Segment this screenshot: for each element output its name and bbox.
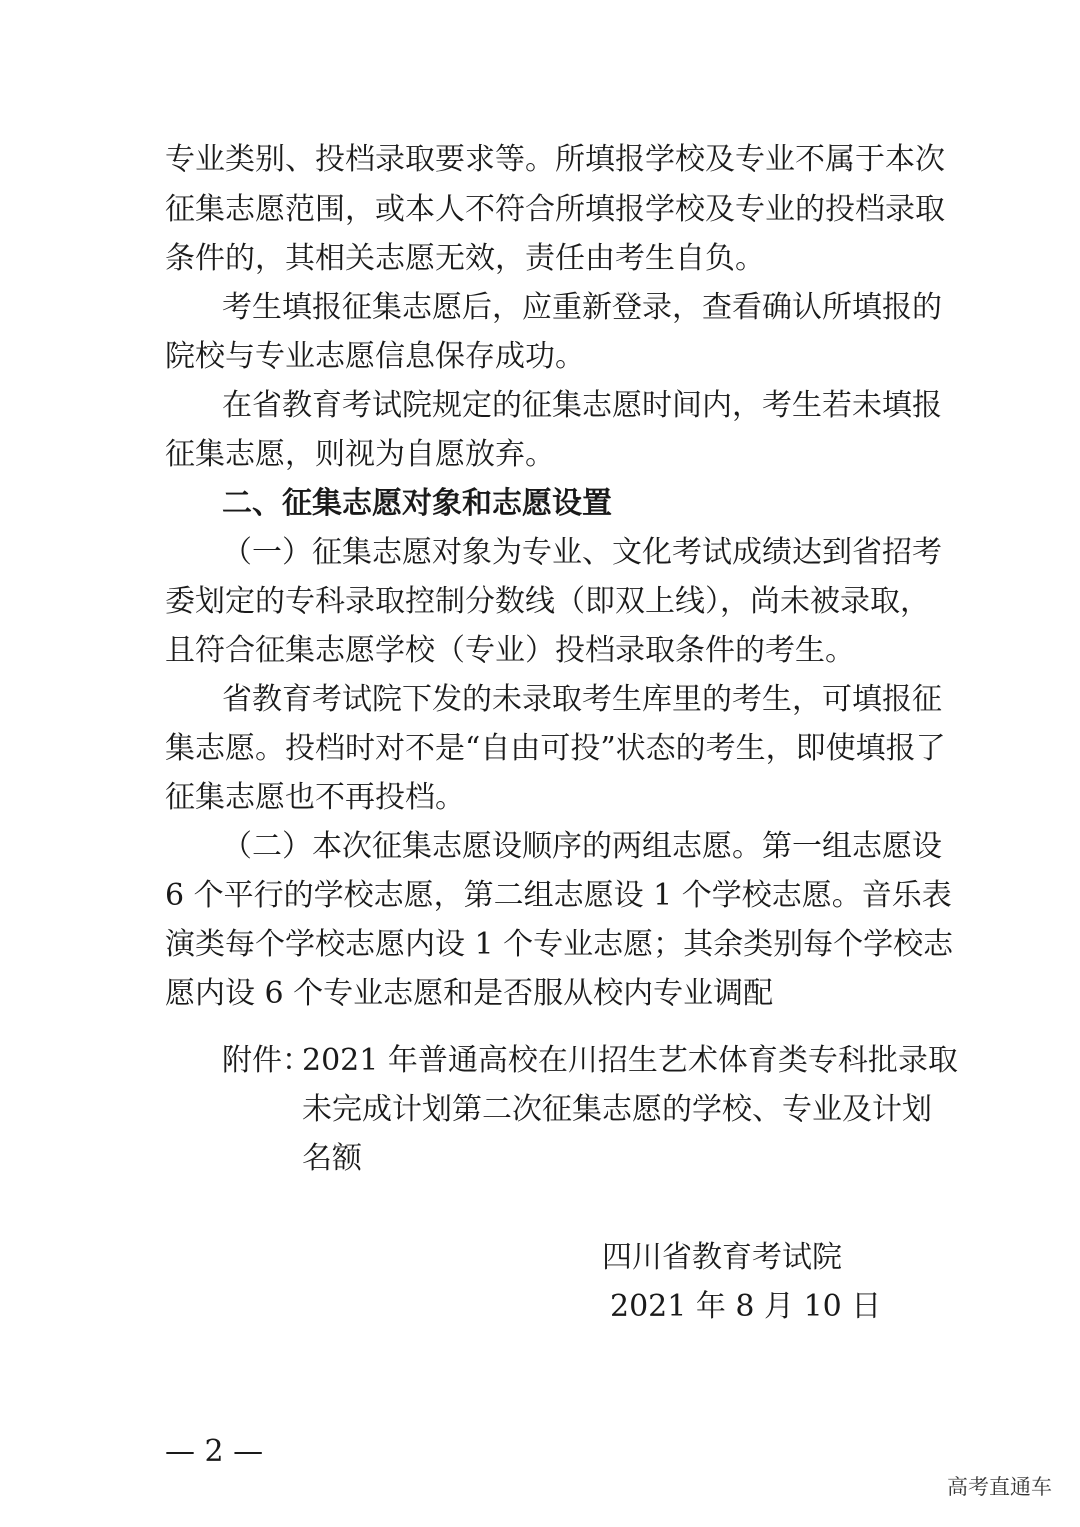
paragraph-line: 条件的，其相关志愿无效，责任由考生自负。 (165, 241, 765, 276)
paragraph-line: 考生填报征集志愿后，应重新登录，查看确认所填报的 (222, 290, 942, 325)
paragraph-line: 且符合征集志愿学校（专业）投档录取条件的考生。 (165, 633, 855, 668)
paragraph-line: （一）征集志愿对象为专业、文化考试成绩达到省招考 (222, 535, 942, 570)
paragraph-line: 专业类别、投档录取要求等。所填报学校及专业不属于本次 (165, 142, 945, 177)
paragraph-line: 愿内设 6 个专业志愿和是否服从校内专业调配 (165, 976, 774, 1011)
paragraph-line: 征集志愿也不再投档。 (165, 780, 465, 815)
watermark: 高考直通车 (947, 1475, 1052, 1499)
attachment-line: 未完成计划第二次征集志愿的学校、专业及计划 (302, 1092, 932, 1127)
attachment-line: 名额 (302, 1141, 362, 1176)
paragraph-line: 征集志愿范围，或本人不符合所填报学校及专业的投档录取 (165, 192, 945, 227)
signature-organization: 四川省教育考试院 (602, 1240, 842, 1275)
paragraph-line: 演类每个学校志愿内设 1 个专业志愿；其余类别每个学校志 (165, 927, 954, 962)
paragraph-line: 院校与专业志愿信息保存成功。 (165, 339, 585, 374)
page-number: — 2 — (165, 1434, 264, 1469)
paragraph-line: （二）本次征集志愿设顺序的两组志愿。第一组志愿设 (222, 829, 942, 864)
paragraph-line: 省教育考试院下发的未录取考生库里的考生，可填报征 (222, 682, 942, 717)
paragraph-line: 征集志愿，则视为自愿放弃。 (165, 437, 555, 472)
section-heading: 二、征集志愿对象和志愿设置 (222, 486, 612, 521)
paragraph-line: 集志愿。投档时对不是“自由可投”状态的考生，即使填报了 (165, 731, 946, 766)
paragraph-line: 委划定的专科录取控制分数线（即双上线），尚未被录取， (165, 584, 930, 619)
paragraph-line: 6 个平行的学校志愿，第二组志愿设 1 个学校志愿。音乐表 (165, 878, 952, 913)
attachment-label: 附件： (222, 1043, 312, 1078)
signature-date: 2021 年 8 月 10 日 (610, 1289, 882, 1324)
attachment-line: 2021 年普通高校在川招生艺术体育类专科批录取 (302, 1043, 958, 1078)
paragraph-line: 在省教育考试院规定的征集志愿时间内，考生若未填报 (222, 388, 942, 423)
